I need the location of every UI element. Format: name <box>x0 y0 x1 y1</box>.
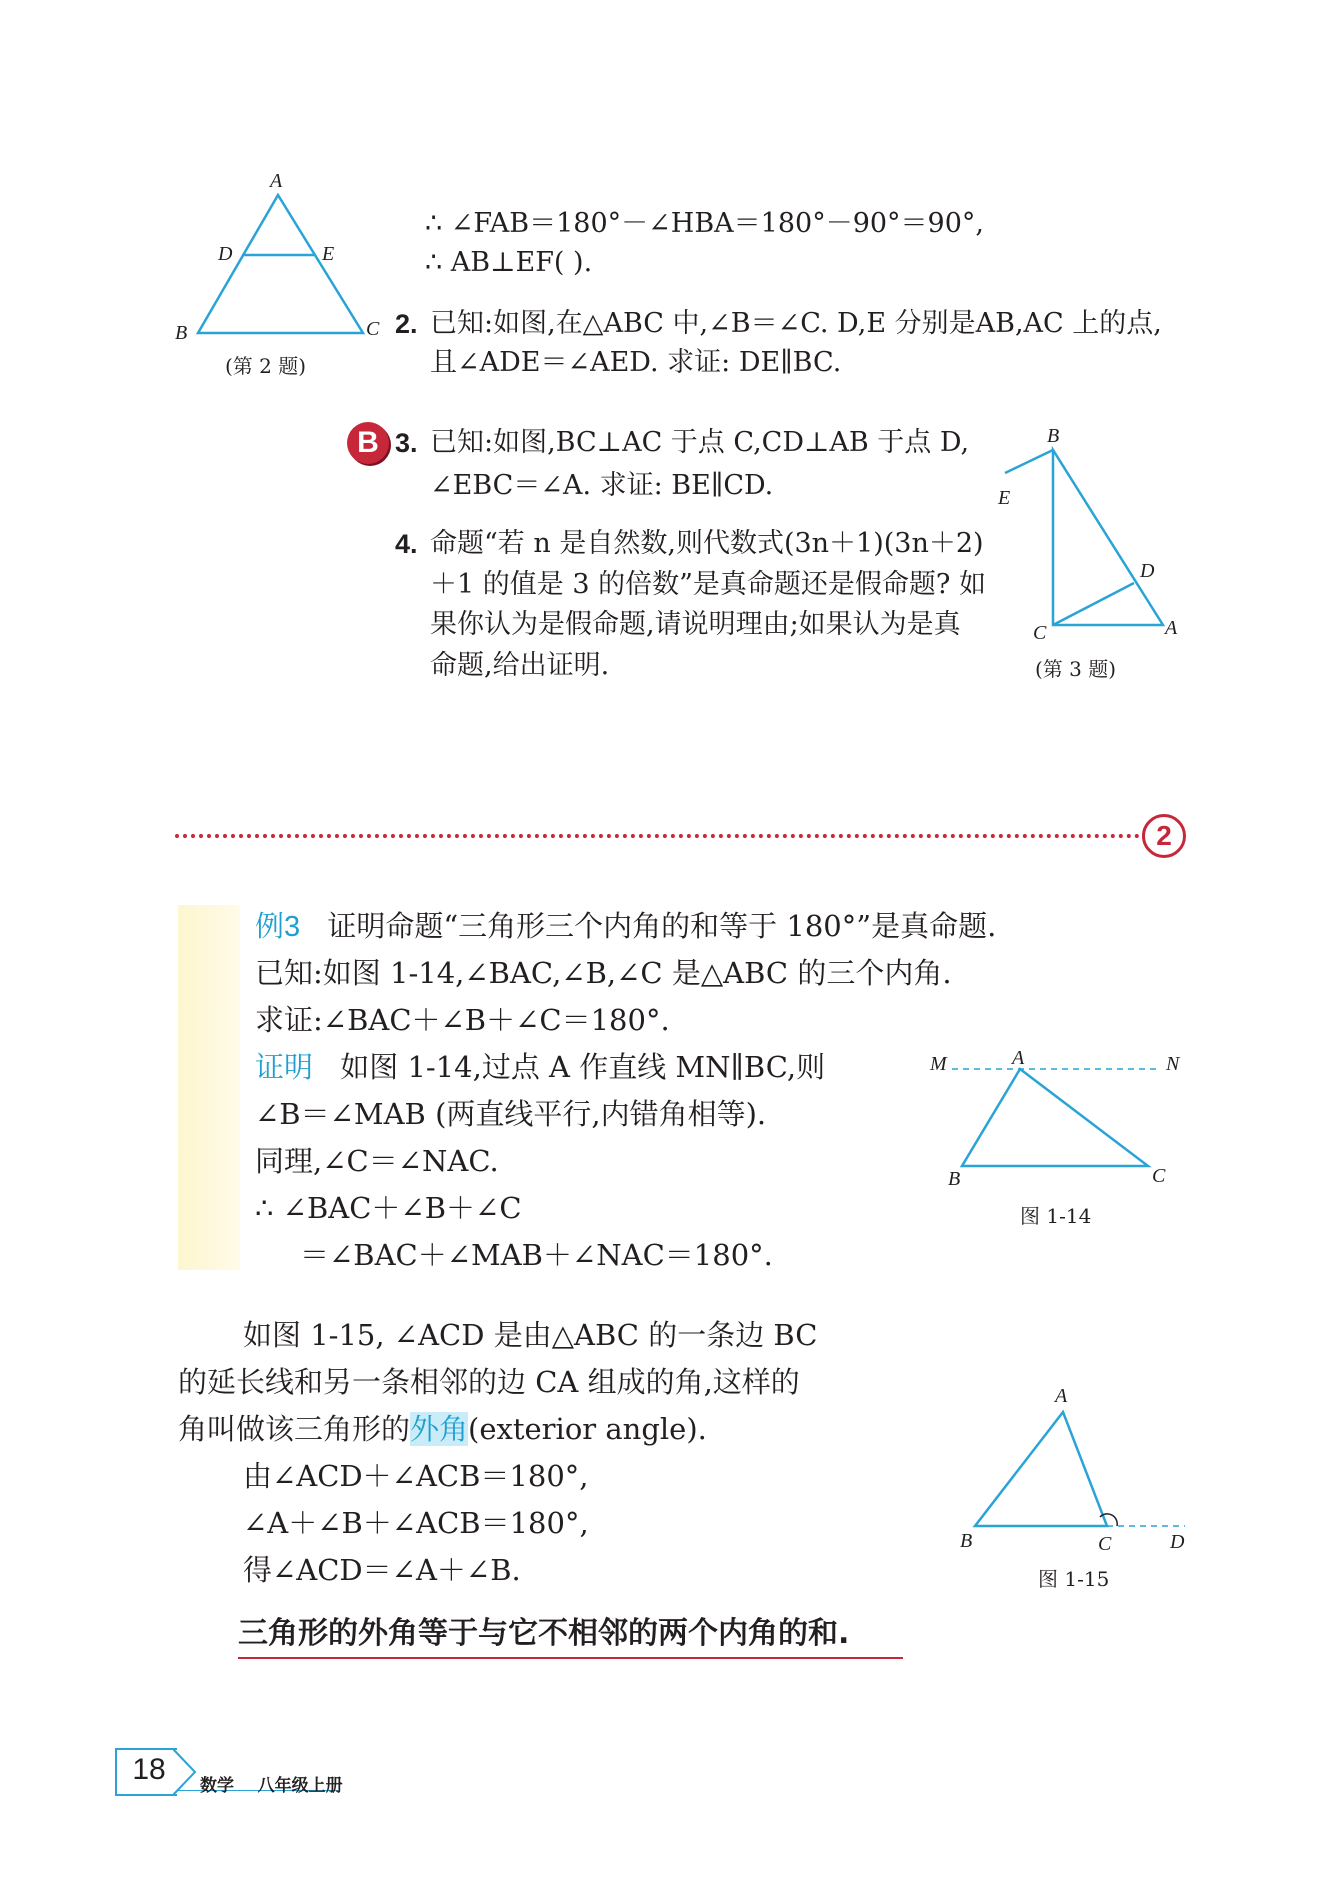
q4-line2: ＋1 的值是 3 的倍数”是真命题还是假命题? 如 <box>430 569 986 600</box>
label-c: C <box>366 318 380 340</box>
example-label: 例3 <box>255 911 301 943</box>
label-c: C <box>1033 622 1047 644</box>
label-b: B <box>948 1168 961 1190</box>
theorem-statement: 三角形的外角等于与它不相邻的两个内角的和. <box>238 1616 850 1651</box>
equation-3: 得∠ACD＝∠A＋∠B. <box>243 1553 521 1587</box>
figure-caption: 图 1-15 <box>1038 1567 1110 1591</box>
q2-number: 2. <box>395 309 418 339</box>
figure-problem-3 <box>985 425 1185 685</box>
q3-line1: 已知:如图,BC⊥AC 于点 C,CD⊥AB 于点 D, <box>430 427 970 458</box>
right-triangle-diagram <box>985 425 1185 685</box>
label-b: B <box>175 322 188 344</box>
label-c: C <box>1152 1165 1166 1187</box>
example-prove: 求证:∠BAC＋∠B＋∠C＝180°. <box>255 1003 670 1037</box>
q3-line2: ∠EBC＝∠A. 求证: BE∥CD. <box>430 470 774 501</box>
exterior-paragraph-line-2: 的延长线和另一条相邻的边 CA 组成的角,这样的 <box>178 1365 800 1399</box>
q4-number: 4. <box>395 529 418 559</box>
proof-line-5: ＝∠BAC＋∠MAB＋∠NAC＝180°. <box>300 1238 773 1272</box>
label-d: D <box>1170 1531 1185 1553</box>
figure-problem-2 <box>170 170 390 385</box>
equation-2: ∠A＋∠B＋∠ACB＝180°, <box>243 1506 589 1540</box>
label-d: D <box>1140 560 1155 582</box>
equation-1: 由∠ACD＋∠ACB＝180°, <box>243 1459 589 1493</box>
exterior-paragraph-line-3 <box>178 1406 707 1453</box>
q1-line1: ∴ ∠FAB＝180°－∠HBA＝180°－90°＝90°, <box>425 208 984 239</box>
exterior-paragraph-line-1: 如图 1-15, ∠ACD 是由△ABC 的一条边 BC <box>243 1318 818 1352</box>
ray-be <box>1005 450 1053 473</box>
q4-line3: 果你认为是假命题,请说明理由;如果认为是真 <box>430 609 961 640</box>
label-a: A <box>270 170 283 192</box>
paragraph-text-english: (exterior angle). <box>468 1412 707 1446</box>
label-e: E <box>998 487 1011 509</box>
proof-line-3: 同理,∠C＝∠NAC. <box>255 1144 499 1178</box>
paragraph-text: 角叫做该三角形的 <box>178 1412 411 1446</box>
label-a: A <box>1012 1047 1025 1069</box>
q4-line1: 命题“若 n 是自然数,则代数式(3n＋1)(3n＋2) <box>430 528 984 559</box>
example-title: 证明命题“三角形三个内角的和等于 180°”是真命题. <box>327 909 997 943</box>
proof-line-2: ∠B＝∠MAB (两直线平行,内错角相等). <box>255 1097 767 1131</box>
q4-line4: 命题,给出证明. <box>430 650 610 681</box>
figure-1-15 <box>950 1385 1190 1595</box>
section-number-circle <box>1142 814 1186 858</box>
triangle-bca <box>1053 450 1163 625</box>
q2-line1: 已知:如图,在△ABC 中,∠B＝∠C. D,E 分别是AB,AC 上的点, <box>430 308 1162 339</box>
proof-line-1 <box>255 1044 825 1092</box>
q3-number: 3. <box>395 428 418 458</box>
proof-label: 证明 <box>255 1052 314 1084</box>
section-number: 2 <box>1156 820 1172 851</box>
figure-caption: (第 2 题) <box>225 354 307 378</box>
exterior-angle-arc <box>1100 1514 1117 1526</box>
segment-cd <box>1053 583 1134 625</box>
label-d: D <box>218 243 233 265</box>
q1-line2: ∴ AB⊥EF( ). <box>425 247 593 278</box>
label-m: M <box>930 1053 947 1075</box>
example-highlight-bar <box>178 905 240 1270</box>
proof-line-4: ∴ ∠BAC＋∠B＋∠C <box>255 1191 522 1225</box>
page-number: 18 <box>132 1753 166 1786</box>
figure-1-14 <box>930 1040 1190 1230</box>
label-a: A <box>1165 617 1178 639</box>
level-b-badge <box>347 422 389 464</box>
label-b: B <box>1047 425 1060 447</box>
label-e: E <box>322 243 335 265</box>
example-given: 已知:如图 1-14,∠BAC,∠B,∠C 是△ABC 的三个内角. <box>255 956 952 990</box>
label-n: N <box>1166 1053 1180 1075</box>
proof-text-1: 如图 1-14,过点 A 作直线 MN∥BC,则 <box>340 1050 826 1084</box>
q2-line2: 且∠ADE＝∠AED. 求证: DE∥BC. <box>430 347 842 378</box>
figure-caption: (第 3 题) <box>1035 657 1117 681</box>
label-b: B <box>960 1530 973 1552</box>
section-divider <box>175 834 1140 838</box>
label-a: A <box>1055 1385 1068 1407</box>
example-title-line <box>255 903 996 951</box>
figure-caption: 图 1-14 <box>1020 1204 1092 1228</box>
triangle-abc <box>962 1069 1148 1166</box>
book-title: 数学 八年级上册 <box>200 1776 343 1796</box>
triangle-abc <box>975 1412 1107 1526</box>
badge-letter: B <box>357 426 379 459</box>
label-c: C <box>1098 1533 1112 1555</box>
theorem-underline <box>238 1657 903 1659</box>
term-exterior-angle: 外角 <box>410 1412 469 1446</box>
